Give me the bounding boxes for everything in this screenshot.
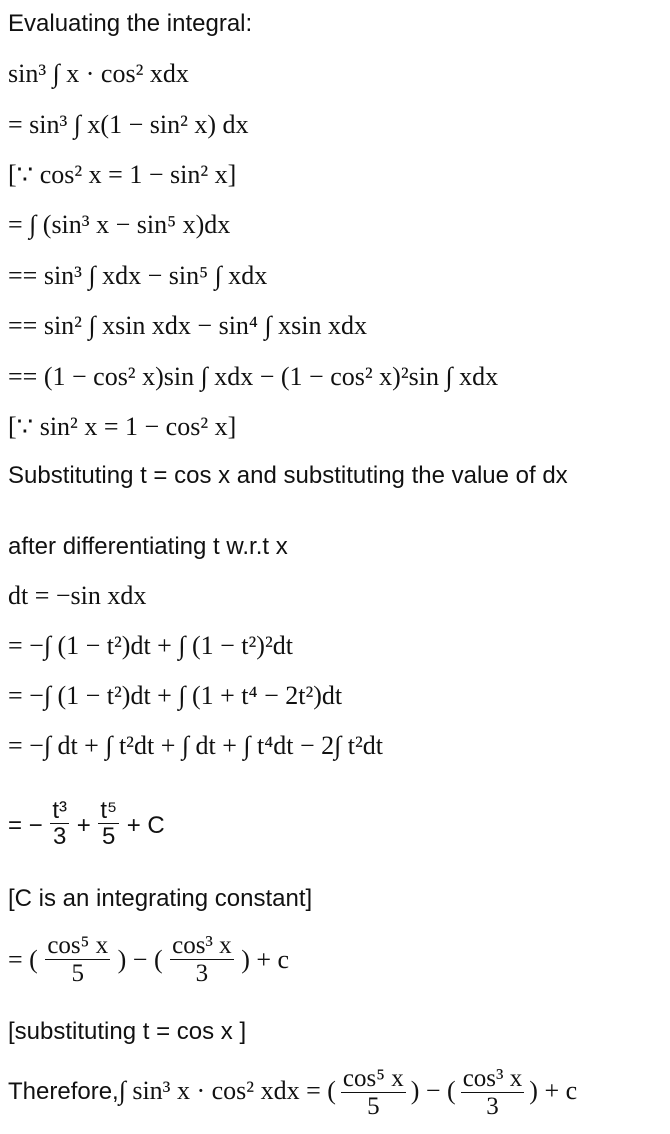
result-in-t-suffix: + C <box>126 811 165 839</box>
substitution-note: [substituting t = cos x ] <box>8 1018 247 1045</box>
result-in-cos-prefix: = ( <box>8 945 38 975</box>
fraction-denominator: 5 <box>367 1093 380 1121</box>
final-fraction-cos-fifth <box>341 1066 406 1121</box>
result-in-t-prefix: = − <box>8 811 43 839</box>
fraction-numerator: cos³ x <box>172 932 232 959</box>
fraction-denominator: 5 <box>71 960 84 988</box>
final-lead-text: Therefore, <box>8 1078 119 1106</box>
equation-line-4: == sin³ ∫ xdx − sin⁵ ∫ xdx <box>8 261 268 290</box>
fraction-numerator: t³ <box>52 797 68 824</box>
fraction-cos-cubed <box>170 933 234 988</box>
result-in-cos-suffix: ) + c <box>241 945 290 975</box>
final-answer <box>8 1065 578 1123</box>
fraction-numerator: cos⁵ x <box>342 1065 404 1092</box>
final-middle: ) − ( <box>410 1076 456 1106</box>
identity-note-1: [∵ cos² x = 1 − sin² x] <box>8 160 237 189</box>
result-in-cos-middle: ) − ( <box>117 945 163 975</box>
fraction-numerator: cos⁵ x <box>47 932 109 959</box>
equation-line-5: == sin² ∫ xsin xdx − sin⁴ ∫ xsin xdx <box>8 311 367 340</box>
final-suffix: ) + c <box>529 1076 578 1106</box>
equation-line-8: = −∫ (1 − t²)dt + ∫ (1 + t⁴ − 2t²)dt <box>8 681 343 710</box>
equation-line-1: sin³ ∫ x · cos² xdx <box>8 59 189 88</box>
substitution-text: Substituting t = cos x and substituting the value of dx <box>8 462 568 489</box>
constant-note: [C is an integrating constant] <box>8 885 313 912</box>
intro-heading: Evaluating the integral: <box>8 10 253 37</box>
equation-line-6: == (1 − cos² x)sin ∫ xdx − (1 − cos² x)²sin ∫ xdx <box>8 362 499 391</box>
differentiation-text: after differentiating t w.r.t x <box>8 533 288 560</box>
fraction-denominator: 3 <box>195 960 209 988</box>
fraction-denominator: 3 <box>486 1093 499 1121</box>
equation-line-2: = sin³ ∫ x(1 − sin² x) dx <box>8 110 249 139</box>
fraction-t-cubed <box>50 798 69 851</box>
identity-note-2: [∵ sin² x = 1 − cos² x] <box>8 412 237 441</box>
final-fraction-cos-cubed <box>461 1066 525 1121</box>
differential-line: dt = −sin xdx <box>8 581 147 610</box>
fraction-numerator: t⁵ <box>100 797 118 824</box>
equation-line-3: = ∫ (sin³ x − sin⁵ x)dx <box>8 210 231 239</box>
fraction-denominator: 5 <box>102 823 116 851</box>
equation-line-7: = −∫ (1 − t²)dt + ∫ (1 − t²)²dt <box>8 631 293 660</box>
result-in-cos <box>8 932 290 990</box>
final-integral: ∫ sin³ x · cos² xdx = ( <box>118 1076 336 1106</box>
result-in-t <box>8 797 165 853</box>
plus-sign: + <box>76 811 91 839</box>
equation-line-9: = −∫ dt + ∫ t²dt + ∫ dt + ∫ t⁴dt − 2∫ t²dt <box>8 731 384 760</box>
fraction-denominator: 3 <box>53 823 67 851</box>
fraction-numerator: cos³ x <box>462 1065 523 1092</box>
fraction-t-fifth <box>98 798 119 851</box>
fraction-cos-fifth <box>45 933 110 988</box>
